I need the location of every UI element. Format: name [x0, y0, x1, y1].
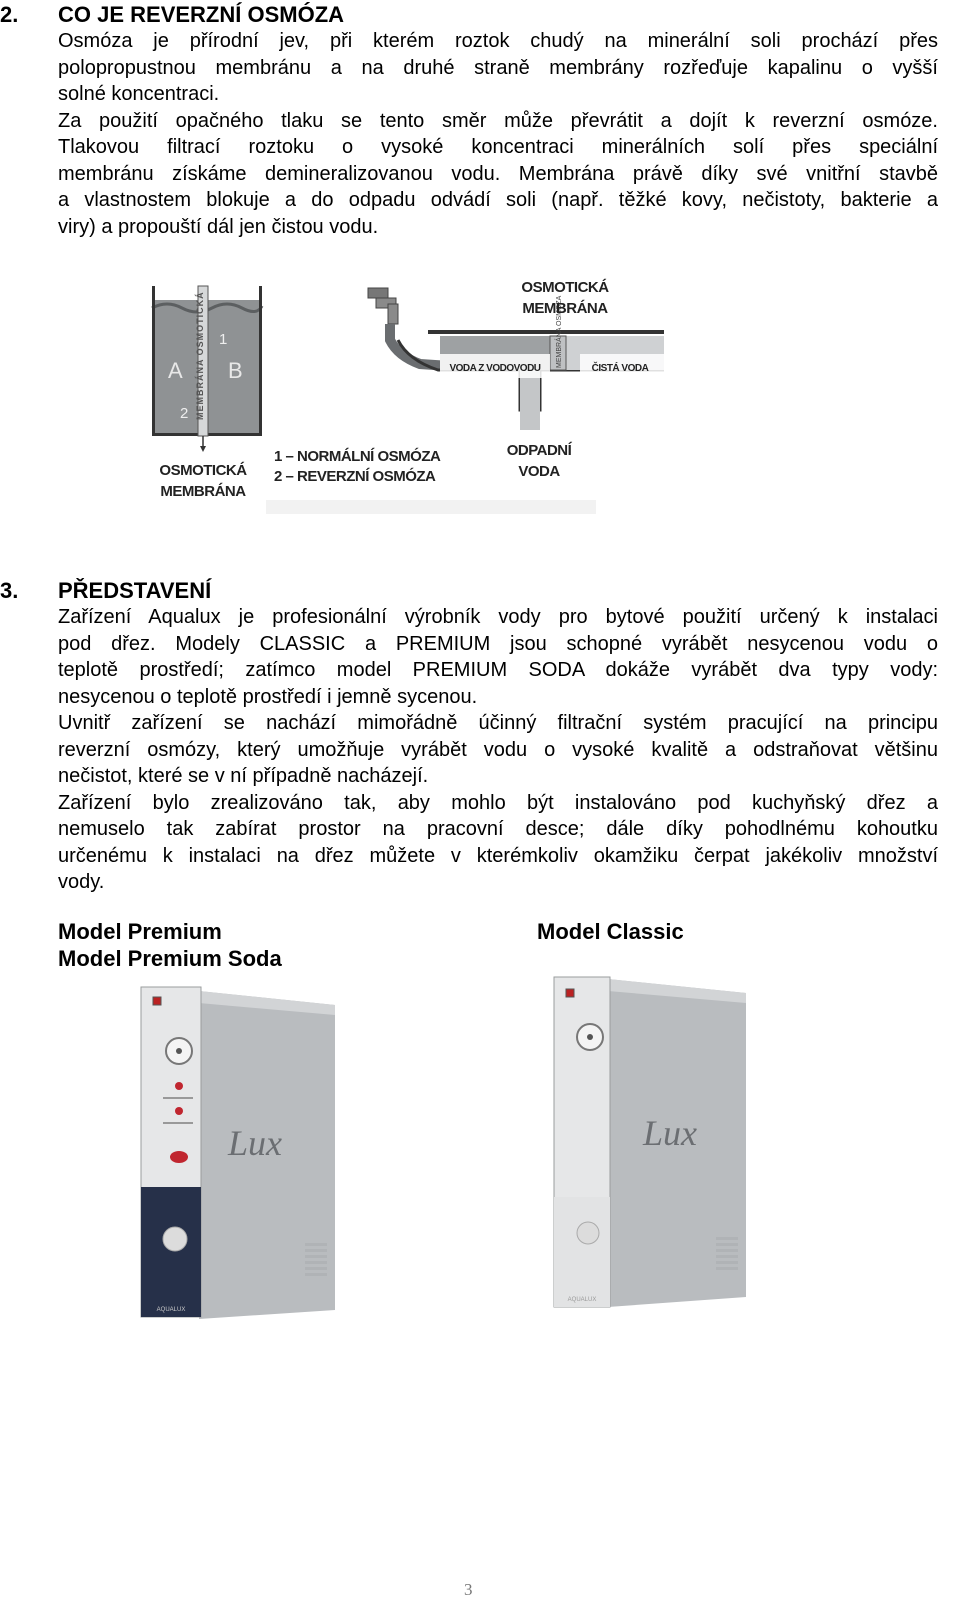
section-2-line: Tlakovou filtrací roztoku o vysoké koncentraci minerálních solí přes speciální [58, 136, 938, 158]
brand-logo-classic: Lux [643, 1113, 697, 1153]
section-3-line: Zařízení bylo zrealizováno tak, aby mohlo být instalováno pod kuchyňský dřez a [58, 791, 938, 814]
section-3-number: 3. [0, 578, 19, 603]
label-a: A [168, 358, 183, 383]
beaker-illustration [152, 286, 262, 452]
section-2-line: membránu získáme demineralizovanou vodu. Membrána právě díky své vnitřní stavbě [58, 162, 938, 185]
left-membrane-caption [148, 460, 258, 502]
legend-normal: 1 – NORMÁLNÍ OSMÓZA [274, 448, 441, 465]
left-membrane-caption-line2: MEMBRÁNA [160, 483, 246, 500]
section-2-line: Osmóza je přírodní jev, při kterém roztok chudý na minerální soli prochází přes [58, 30, 938, 52]
top-membrane-caption-line1: OSMOTICKÁ [521, 279, 609, 296]
section-2-number: 2. [0, 2, 19, 27]
section-3-line: Zařízení Aqualux je profesionální výrobník vody pro bytové použití určený k instalaci [58, 606, 938, 628]
section-3-title: PŘEDSTAVENÍ [58, 578, 212, 603]
section-3-body [58, 604, 938, 896]
section-3-heading [0, 578, 960, 604]
section-2-line: a vlastnostem blokuje a do odpadu odvádí soli (např. těžké kovy, nečistoty, bakterie a [58, 189, 938, 211]
brand-small-classic: AQUALUX [567, 1297, 597, 1303]
section-2-body [58, 28, 938, 240]
section-2-line: solné koncentraci. [58, 83, 220, 105]
product-premium-image [135, 985, 345, 1330]
section-3-line: vody. [58, 871, 105, 893]
label-b: B [228, 358, 243, 383]
left-membrane-caption-line1: OSMOTICKÁ [159, 462, 247, 479]
page-number: 3 [464, 1580, 473, 1599]
waste-water-line1: ODPADNÍ [506, 442, 572, 459]
section-3-line: Uvnitř zařízení se nachází mimořádně účinný filtrační systém pracující na principu [58, 712, 938, 734]
osmosis-legend [274, 447, 449, 487]
label-2: 2 [180, 405, 189, 422]
section-3-line: teplotě prostředí; zatímco model PREMIUM SODA dokáže vyrábět dva typy vody: [58, 659, 938, 681]
section-3-line: nesycenou o teplotě prostředí i jemně sycenou. [58, 685, 478, 708]
model-premium-label: Model Premium [58, 919, 222, 944]
section-3-line: nemuselo tak zabírat prostor na pracovní desce; dále díky pohodlnému kohoutku [58, 818, 938, 840]
model-premium-soda-label: Model Premium Soda [58, 946, 282, 971]
section-3-line: nečistot, které se v ní případně nacházejí. [58, 765, 429, 787]
clean-water-label: ČISTÁ VODA [591, 363, 649, 374]
pipe-membrane-text: MEMBRÁNA OSMOZA [556, 295, 563, 368]
product-classic-image [550, 975, 760, 1320]
waste-water-line2: VODA [518, 463, 560, 480]
waste-water-caption [494, 440, 584, 482]
section-2-line: polopropustnou membránu a na druhé straně membrány rozřeďuje kapalinu o vyšší [58, 56, 938, 79]
label-1: 1 [219, 331, 228, 348]
diagram-strip [266, 500, 596, 514]
section-3-line: pod dřez. Modely CLASSIC a PREMIUM jsou schopné vyrábět nesycenou vodu o [58, 632, 938, 655]
model-premium-labels [58, 918, 282, 972]
brand-small-premium: AQUALUX [156, 1307, 186, 1313]
section-2-title: CO JE REVERZNÍ OSMÓZA [58, 2, 345, 27]
membrane-vertical-text: MEMBRÁNA OSMOTICKÁ [195, 291, 205, 420]
section-2-line: viry) a propouští dál jen čistou vodu. [58, 215, 379, 238]
section-3-line: určenému k instalaci na dřez můžete v kterémkoliv okamžiku čerpat jakékoliv množství [58, 844, 938, 867]
top-membrane-caption-line2: MEMBRÁNA [522, 300, 608, 317]
top-membrane-caption [510, 277, 620, 319]
model-classic-label: Model Classic [537, 919, 684, 944]
section-2-line: Za použití opačného tlaku se tento směr může převrátit a dojít k reverzní osmóze. [58, 109, 938, 132]
brand-logo-premium: Lux [228, 1123, 282, 1163]
tap-water-label: VODA Z VODOVODU [449, 363, 541, 374]
section-3-line: reverzní osmózy, který umožňuje vyrábět vodu o vysoké kvalitě a odstraňovat většinu [58, 738, 938, 761]
section-2-heading [0, 2, 960, 28]
legend-reverse: 2 – REVERZNÍ OSMÓZA [274, 468, 436, 485]
